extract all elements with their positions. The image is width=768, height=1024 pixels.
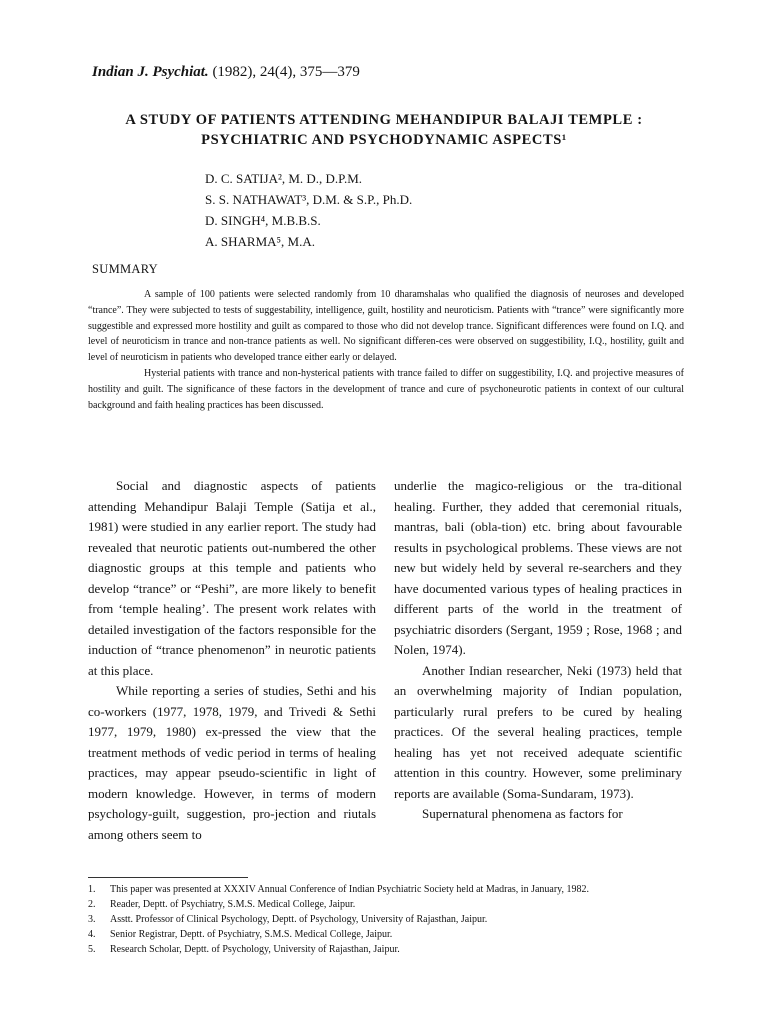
right-column	[394, 476, 682, 825]
title-line-2: PSYCHIATRIC AND PSYCHODYNAMIC ASPECTS¹	[201, 132, 567, 148]
journal-citation: (1982), 24(4), 375—379	[212, 64, 360, 80]
body-paragraph: Supernatural phenomena as factors for	[422, 806, 623, 821]
footnote-number: 2.	[88, 899, 96, 910]
journal-header	[92, 64, 360, 81]
footnotes	[88, 882, 688, 957]
author: D. SINGH⁴, M.B.B.S.	[205, 213, 321, 228]
body-columns	[88, 476, 684, 872]
body-paragraph: Another Indian researcher, Neki (1973) held that an overwhelming majority of Indian population, particularly rural prefers to be cured by healing practices. Of the several healing practices, temple healing has yet not received adequate scientific attention in this country. However, some preliminary reports are available (Soma-Sundaram, 1973).	[394, 662, 682, 801]
footnote-divider	[88, 877, 248, 878]
footnote-number: 4.	[88, 929, 96, 940]
footnote	[88, 927, 688, 942]
author: D. C. SATIJA², M. D., D.P.M.	[205, 171, 363, 186]
footnote-number: 5.	[88, 944, 96, 955]
footnote	[88, 942, 688, 957]
footnote-text: Senior Registrar, Deptt. of Psychiatry, S.M.S. Medical College, Jaipur.	[110, 929, 393, 940]
body-paragraph: underlie the magico-religious or the tra-ditional healing. Further, they added that ceremonial rituals, mantras, bali (obla-tion) etc. bring about favourable results in psychological problems. These views are not new but widely held by several re-searchers and they have documented various types of healing practices in different parts of the world in the treatment of psychiatric disorders (Sergant, 1959 ; Rose, 1968 ; and Nolen, 1974).	[394, 478, 682, 657]
article-title	[60, 110, 708, 150]
footnote-number: 3.	[88, 914, 96, 925]
footnote-number: 1.	[88, 884, 96, 895]
summary-paragraph: A sample of 100 patients were selected randomly from 10 dharamshalas who qualified the diagnosis of neuroses and developed “trance”. They were subjected to tests of suggestability, intelligence, guilt, hostility and neuroticism. Patients with “trance” were significantly more suggestible and expressed more hostility and guilt as compared to those who did not develop trance. Significant differences were found on I.Q. and level of neuroticism in trance and non-trance patients as well. No significant differen-ces were observed on suggestibility, I.Q., hostility, guilt and level of neuroticism in patients who developed trance either early or delayed.	[88, 289, 684, 364]
body-paragraph: While reporting a series of studies, Sethi and his co-workers (1977, 1978, 1979, and Trivedi & Sethi 1977, 1979, 1980) ex-pressed the view that the treatment methods of vedic period in terms of healing practices, may appear pseudo-scientific in light of modern knowledge. However, in terms of modern psychology-guilt, suggestion, pro-jection and riutals among others seem to	[88, 683, 376, 842]
footnote	[88, 912, 688, 927]
footnote-text: This paper was presented at XXXIV Annual Conference of Indian Psychiatric Society held at Madras, in January, 1982.	[110, 884, 590, 895]
footnote	[88, 897, 688, 912]
summary-paragraph: Hysterial patients with trance and non-hysterical patients with trance failed to differ on suggestibility, I.Q. and projective measures of hostility and guilt. The significance of these factors in the development of trance and cure of psychoneurotic patients in context of our cultural background and faith healing practices has been discussed.	[88, 367, 684, 411]
footnote-text: Reader, Deptt. of Psychiatry, S.M.S. Medical College, Jaipur.	[110, 899, 356, 910]
summary-heading: SUMMARY	[92, 262, 159, 276]
footnote	[88, 882, 688, 897]
author: A. SHARMA⁵, M.A.	[205, 234, 315, 249]
body-paragraph: Social and diagnostic aspects of patients attending Mehandipur Balaji Temple (Satija et al., 1981) were studied in any earlier report. The study had revealed that neurotic patients out-numbered the other diagnostic groups at this temple and patients who develop “trance” or “Peshi”, are more likely to benefit from ‘temple healing’. The present work relates with detailed investigation of the factors responsible for the induction of “trance phenomenon” in neurotic patients at this place.	[88, 478, 376, 678]
author: S. S. NATHAWAT³, D.M. & S.P., Ph.D.	[205, 192, 413, 207]
author-list	[205, 168, 412, 252]
summary-body	[88, 287, 684, 413]
left-column	[88, 476, 376, 845]
journal-name: Indian J. Psychiat.	[92, 64, 209, 80]
footnote-text: Asstt. Professor of Clinical Psychology, Deptt. of Psychology, University of Rajasthan, Jaipur.	[110, 914, 488, 925]
footnote-text: Research Scholar, Deptt. of Psychology, University of Rajasthan, Jaipur.	[110, 944, 400, 955]
title-line-1: A STUDY OF PATIENTS ATTENDING MEHANDIPUR BALAJI TEMPLE :	[125, 112, 643, 128]
